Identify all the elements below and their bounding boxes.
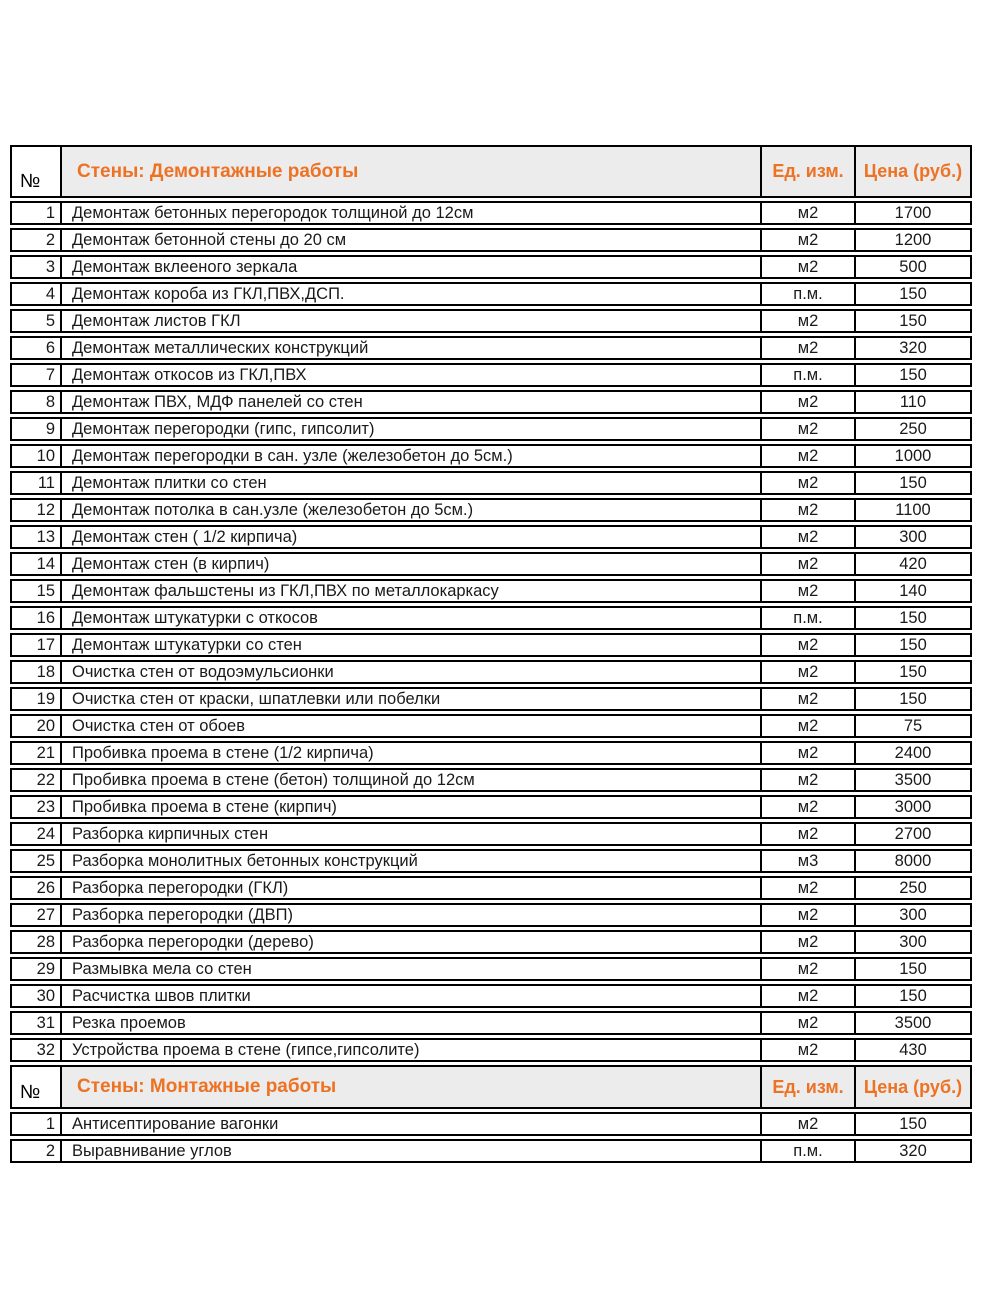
- row-number-cell: 28: [12, 932, 62, 952]
- price-cell: 1200: [894, 230, 932, 249]
- table-row: [10, 390, 972, 414]
- row-number-cell: 6: [12, 338, 62, 358]
- number-column-header: №: [12, 1067, 62, 1107]
- price-cell: 2700: [894, 824, 932, 843]
- unit-cell: м2: [762, 500, 856, 520]
- table-row: [10, 1011, 972, 1035]
- price-cell: 150: [899, 284, 927, 303]
- unit-cell: м2: [762, 473, 856, 493]
- work-description-cell: Демонтаж стен ( 1/2 кирпича): [62, 527, 762, 547]
- row-number-cell: 23: [12, 797, 62, 817]
- row-number-cell: 3: [12, 257, 62, 277]
- price-cell: 150: [899, 662, 927, 681]
- work-description-cell: Размывка мела со стен: [62, 959, 762, 979]
- row-number-cell: 20: [12, 716, 62, 736]
- price-cell: 150: [899, 608, 927, 627]
- work-description-cell: Устройства проема в стене (гипсе,гипсолите): [62, 1040, 762, 1060]
- price-cell: 3000: [894, 797, 932, 816]
- work-description-cell: Демонтаж штукатурки со стен: [62, 635, 762, 655]
- price-cell: 150: [899, 311, 927, 330]
- section-header-row: [10, 145, 972, 198]
- row-number-cell: 17: [12, 635, 62, 655]
- price-cell: 500: [899, 257, 927, 276]
- unit-cell: м2: [762, 581, 856, 601]
- table-row: [10, 525, 972, 549]
- price-cell: 150: [899, 986, 927, 1005]
- table-section: [10, 145, 972, 1062]
- unit-cell: п.м.: [762, 608, 856, 628]
- row-number-cell: 32: [12, 1040, 62, 1060]
- work-description-cell: Расчистка швов плитки: [62, 986, 762, 1006]
- price-cell: 420: [899, 554, 927, 573]
- table-row: [10, 957, 972, 981]
- price-cell: 430: [899, 1040, 927, 1059]
- unit-cell: м2: [762, 986, 856, 1006]
- row-number-cell: 2: [12, 230, 62, 250]
- unit-cell: м2: [762, 743, 856, 763]
- price-column-header: Цена (руб.): [863, 1076, 963, 1097]
- price-cell: 140: [899, 581, 927, 600]
- row-number-cell: 30: [12, 986, 62, 1006]
- work-description-cell: Демонтаж металлических конструкций: [62, 338, 762, 358]
- work-description-cell: Очистка стен от водоэмульсионки: [62, 662, 762, 682]
- unit-cell: м2: [762, 311, 856, 331]
- work-description-cell: Демонтаж вклееного зеркала: [62, 257, 762, 277]
- price-cell: 150: [899, 473, 927, 492]
- table-row: [10, 201, 972, 225]
- row-number-cell: 27: [12, 905, 62, 925]
- work-description-cell: Очистка стен от краски, шпатлевки или побелки: [62, 689, 762, 709]
- table-row: [10, 336, 972, 360]
- row-number-cell: 25: [12, 851, 62, 871]
- price-table: [10, 145, 972, 1166]
- row-number-cell: 19: [12, 689, 62, 709]
- price-cell: 110: [899, 392, 927, 411]
- table-row: [10, 255, 972, 279]
- unit-cell: п.м.: [762, 365, 856, 385]
- table-row: [10, 741, 972, 765]
- row-number-cell: 2: [12, 1141, 62, 1161]
- work-description-cell: Демонтаж плитки со стен: [62, 473, 762, 493]
- table-row: [10, 282, 972, 306]
- table-row: [10, 606, 972, 630]
- price-cell: 300: [899, 527, 927, 546]
- work-description-cell: Очистка стен от обоев: [62, 716, 762, 736]
- price-cell: 3500: [894, 1013, 932, 1032]
- row-number-cell: 4: [12, 284, 62, 304]
- price-cell: 8000: [894, 851, 932, 870]
- unit-cell: п.м.: [762, 284, 856, 304]
- unit-cell: м2: [762, 338, 856, 358]
- table-row: [10, 930, 972, 954]
- price-cell: 150: [899, 635, 927, 654]
- number-column-header: №: [12, 147, 62, 196]
- row-number-cell: 9: [12, 419, 62, 439]
- work-description-cell: Пробивка проема в стене (бетон) толщиной до 12см: [62, 770, 762, 790]
- table-row: [10, 579, 972, 603]
- unit-cell: м2: [762, 419, 856, 439]
- row-number-cell: 21: [12, 743, 62, 763]
- row-number-cell: 1: [12, 1114, 62, 1134]
- work-description-cell: Пробивка проема в стене (1/2 кирпича): [62, 743, 762, 763]
- unit-cell: м2: [762, 392, 856, 412]
- table-row: [10, 471, 972, 495]
- unit-cell: м2: [762, 689, 856, 709]
- row-number-cell: 12: [12, 500, 62, 520]
- work-description-cell: Демонтаж перегородки в сан. узле (железобетон до 5см.): [62, 446, 762, 466]
- row-number-cell: 26: [12, 878, 62, 898]
- price-cell: 3500: [894, 770, 932, 789]
- work-description-cell: Разборка перегородки (ГКЛ): [62, 878, 762, 898]
- row-number-cell: 16: [12, 608, 62, 628]
- row-number-cell: 14: [12, 554, 62, 574]
- work-description-cell: Демонтаж бетонных перегородок толщиной до 12см: [62, 203, 762, 223]
- price-cell: 1700: [894, 203, 932, 222]
- table-row: [10, 876, 972, 900]
- work-description-cell: Демонтаж фальшстены из ГКЛ,ПВХ по металлокаркасу: [62, 581, 762, 601]
- table-row: [10, 822, 972, 846]
- work-description-cell: Резка проемов: [62, 1013, 762, 1033]
- price-cell: 250: [899, 419, 927, 438]
- table-row: [10, 768, 972, 792]
- work-description-cell: Разборка перегородки (ДВП): [62, 905, 762, 925]
- price-cell: 1100: [895, 500, 931, 519]
- work-description-cell: Демонтаж перегородки (гипс, гипсолит): [62, 419, 762, 439]
- table-row: [10, 417, 972, 441]
- unit-cell: м2: [762, 257, 856, 277]
- unit-cell: м2: [762, 932, 856, 952]
- unit-cell: м2: [762, 1013, 856, 1033]
- section-header-row: [10, 1065, 972, 1109]
- row-number-cell: 18: [12, 662, 62, 682]
- row-number-cell: 29: [12, 959, 62, 979]
- work-description-cell: Демонтаж стен (в кирпич): [62, 554, 762, 574]
- price-cell: 320: [899, 338, 927, 357]
- row-number-cell: 8: [12, 392, 62, 412]
- unit-cell: м2: [762, 905, 856, 925]
- price-cell: 75: [903, 716, 923, 735]
- work-description-cell: Разборка перегородки (дерево): [62, 932, 762, 952]
- table-row: [10, 687, 972, 711]
- row-number-cell: 15: [12, 581, 62, 601]
- unit-cell: м2: [762, 554, 856, 574]
- unit-cell: м2: [762, 1114, 856, 1134]
- unit-cell: м2: [762, 797, 856, 817]
- section-title: Стены: Демонтажные работы: [62, 147, 762, 196]
- unit-cell: м3: [762, 851, 856, 871]
- work-description-cell: Разборка кирпичных стен: [62, 824, 762, 844]
- unit-cell: м2: [762, 635, 856, 655]
- table-row: [10, 714, 972, 738]
- table-row: [10, 660, 972, 684]
- work-description-cell: Демонтаж потолка в сан.узле (железобетон до 5см.): [62, 500, 762, 520]
- table-row: [10, 498, 972, 522]
- table-row: [10, 309, 972, 333]
- table-row: [10, 795, 972, 819]
- unit-cell: м2: [762, 770, 856, 790]
- unit-cell: м2: [762, 824, 856, 844]
- unit-cell: п.м.: [762, 1141, 856, 1161]
- unit-cell: м2: [762, 230, 856, 250]
- price-cell: 150: [899, 959, 927, 978]
- table-row: [10, 903, 972, 927]
- work-description-cell: Выравнивание углов: [62, 1141, 762, 1161]
- unit-cell: м2: [762, 959, 856, 979]
- work-description-cell: Демонтаж штукатурки с откосов: [62, 608, 762, 628]
- row-number-cell: 24: [12, 824, 62, 844]
- work-description-cell: Демонтаж листов ГКЛ: [62, 311, 762, 331]
- work-description-cell: Разборка монолитных бетонных конструкций: [62, 851, 762, 871]
- table-row: [10, 633, 972, 657]
- row-number-cell: 22: [12, 770, 62, 790]
- price-cell: 150: [899, 1114, 927, 1133]
- price-cell: 150: [899, 689, 927, 708]
- work-description-cell: Пробивка проема в стене (кирпич): [62, 797, 762, 817]
- row-number-cell: 11: [12, 473, 62, 493]
- table-row: [10, 363, 972, 387]
- table-row: [10, 849, 972, 873]
- section-title: Стены: Монтажные работы: [62, 1067, 762, 1107]
- table-section: [10, 1065, 972, 1163]
- table-row: [10, 1038, 972, 1062]
- price-cell: 300: [899, 905, 927, 924]
- table-row: [10, 1112, 972, 1136]
- price-cell: 300: [899, 932, 927, 951]
- price-cell: 1000: [894, 446, 932, 465]
- work-description-cell: Демонтаж бетонной стены до 20 см: [62, 230, 762, 250]
- table-row: [10, 1139, 972, 1163]
- table-row: [10, 552, 972, 576]
- unit-cell: м2: [762, 662, 856, 682]
- row-number-cell: 10: [12, 446, 62, 466]
- work-description-cell: Демонтаж короба из ГКЛ,ПВХ,ДСП.: [62, 284, 762, 304]
- table-row: [10, 984, 972, 1008]
- work-description-cell: Антисептирование вагонки: [62, 1114, 762, 1134]
- work-description-cell: Демонтаж откосов из ГКЛ,ПВХ: [62, 365, 762, 385]
- unit-cell: м2: [762, 878, 856, 898]
- unit-column-header: Ед. изм.: [762, 147, 856, 196]
- price-cell: 2400: [894, 743, 932, 762]
- price-cell: 150: [899, 365, 927, 384]
- row-number-cell: 7: [12, 365, 62, 385]
- price-column-header: Цена (руб.): [863, 161, 963, 181]
- row-number-cell: 5: [12, 311, 62, 331]
- unit-column-header: Ед. изм.: [762, 1067, 856, 1107]
- row-number-cell: 13: [12, 527, 62, 547]
- table-row: [10, 444, 972, 468]
- work-description-cell: Демонтаж ПВХ, МДФ панелей со стен: [62, 392, 762, 412]
- row-number-cell: 1: [12, 203, 62, 223]
- unit-cell: м2: [762, 203, 856, 223]
- price-cell: 250: [899, 878, 927, 897]
- table-row: [10, 228, 972, 252]
- price-cell: 320: [899, 1141, 927, 1160]
- unit-cell: м2: [762, 446, 856, 466]
- row-number-cell: 31: [12, 1013, 62, 1033]
- unit-cell: м2: [762, 527, 856, 547]
- unit-cell: м2: [762, 1040, 856, 1060]
- unit-cell: м2: [762, 716, 856, 736]
